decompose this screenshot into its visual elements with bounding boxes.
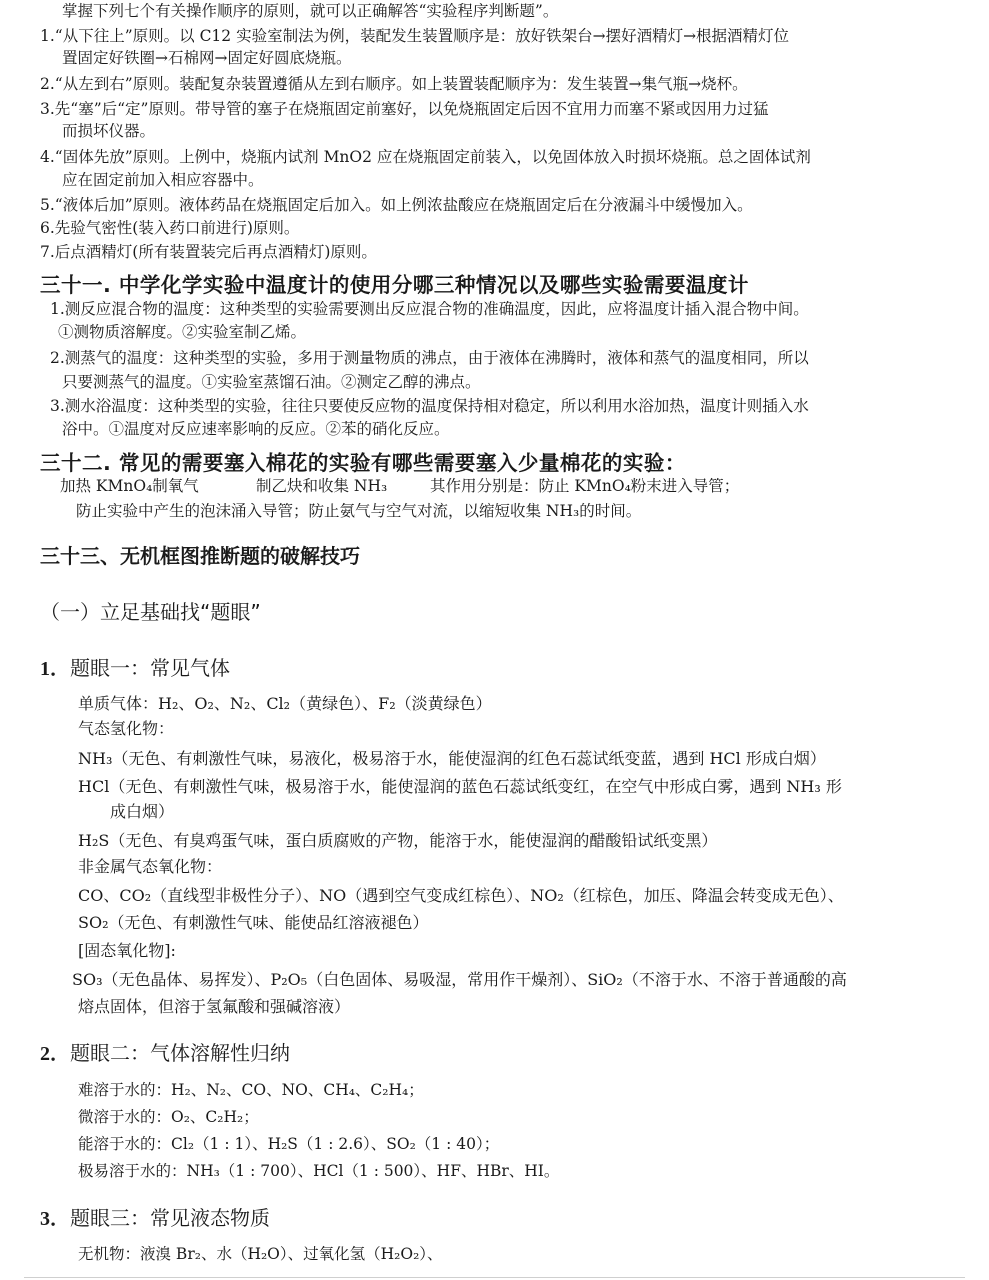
h2s-desc: H₂S（无色、有臭鸡蛋气味，蛋白质腐败的产物，能溶于水，能使湿润的醋酸铅试纸变黑） xyxy=(78,831,718,850)
temp-1-line-1: 1.测反应混合物的温度：这种类型的实验需要测出反应混合物的准确温度，因此，应将温度计插入混合物中间。 xyxy=(50,300,809,318)
temp-2-line-1: 2.测蒸气的温度：这种类型的实验，多用于测量物质的沸点，由于液体在沸腾时，液体和蒸气的温度相同，所以 xyxy=(50,349,809,367)
hcl-desc-1: HCl（无色、有刺激性气味，极易溶于水，能使湿润的蓝色石蕊试纸变红，在空气中形成白雾，遇到 NH₃ 形 xyxy=(78,777,842,796)
eye-2-title: 题眼二：气体溶解性归纳 xyxy=(70,1041,290,1065)
temp-3-line-2: 浴中。①温度对反应速率影响的反应。②苯的硝化反应。 xyxy=(62,420,450,438)
eye-3-heading xyxy=(40,1202,270,1231)
temp-1-line-2: ①测物质溶解度。②实验室制乙烯。 xyxy=(58,323,307,341)
rule-7: 7.后点酒精灯(所有装置装完后再点酒精灯)原则。 xyxy=(40,243,377,261)
solubility-very: 极易溶于水的：NH₃（1 : 700）、HCl（1 : 500）、HF、HBr、HI。 xyxy=(78,1162,560,1180)
so3-desc-2: 熔点固体，但溶于氢氟酸和强碱溶液） xyxy=(78,997,351,1016)
eye-2-heading xyxy=(40,1037,290,1066)
heading-32: 三十二. 常见的需要塞入棉花的实验有哪些需要塞入少量棉花的实验： xyxy=(40,451,686,475)
solubility-slight: 微溶于水的：O₂、C₂H₂； xyxy=(78,1108,259,1126)
heading-33: 三十三、无机框图推断题的破解技巧 xyxy=(40,544,360,568)
cotton-purpose-2: 防止实验中产生的泡沫涌入导管；防止氨气与空气对流，以缩短收集 NH₃的时间。 xyxy=(76,502,642,520)
liquid-inorganic: 无机物：液溴 Br₂、水（H₂O）、过氧化氢（H₂O₂）、 xyxy=(78,1245,443,1263)
rule-6: 6.先验气密性(装入药口前进行)原则。 xyxy=(40,219,300,237)
solubility-soluble: 能溶于水的：Cl₂（1 : 1）、H₂S（1 : 2.6）、SO₂（1 : 40）； xyxy=(78,1135,500,1153)
eye-1-number: 1． xyxy=(40,658,70,680)
intro-text: 掌握下列七个有关操作顺序的原则，就可以正确解答“实验程序判断题”。 xyxy=(62,2,559,20)
cotton-item-2: 制乙炔和收集 NH₃ xyxy=(256,477,388,495)
hydride-label: 气态氢化物： xyxy=(78,719,175,738)
rule-2: 2.“从左到右”原则。装配复杂装置遵循从左到右顺序。如上装置装配顺序为：发生装置→集气瓶→烧杯。 xyxy=(40,75,748,93)
page-bottom-border xyxy=(24,1277,965,1278)
rule-3-line-1: 3.先“塞”后“定”原则。带导管的塞子在烧瓶固定前塞好，以免烧瓶固定后因不宜用力而塞不紧或因用力过猛 xyxy=(40,100,769,118)
solubility-insoluble: 难溶于水的：H₂、N₂、CO、NO、CH₄、C₂H₄； xyxy=(78,1081,424,1099)
heading-31: 三十一. 中学化学实验中温度计的使用分哪三种情况以及哪些实验需要温度计 xyxy=(40,273,749,297)
temp-3-line-1: 3.测水浴温度：这种类型的实验，往往只要使反应物的温度保持相对稳定，所以利用水浴加热，温度计则插入水 xyxy=(50,397,809,415)
cotton-item-1: 加热 KMnO₄制氧气 xyxy=(60,477,199,495)
eye-1-title: 题眼一：常见气体 xyxy=(70,656,230,680)
eye-2-number: 2． xyxy=(40,1043,70,1065)
rule-5: 5.“液体后加”原则。液体药品在烧瓶固定后加入。如上例浓盐酸应在烧瓶固定后在分液漏斗中缓慢加入。 xyxy=(40,196,753,214)
eye-3-number: 3． xyxy=(40,1208,70,1230)
eye-1-heading xyxy=(40,652,230,681)
simple-gas: 单质气体：H₂、O₂、N₂、Cl₂（黄绿色）、F₂（淡黄绿色） xyxy=(78,694,492,713)
hcl-desc-2: 成白烟） xyxy=(110,802,175,821)
rule-1-line-1: 1.“从下往上”原则。以 C12 实验室制法为例，装配发生装置顺序是：放好铁架台→摆好酒精灯→根据酒精灯位 xyxy=(40,27,790,45)
rule-4-line-1: 4.“固体先放”原则。上例中，烧瓶内试剂 MnO2 应在烧瓶固定前装入，以免固体放入时损坏烧瓶。总之固体试剂 xyxy=(40,148,811,166)
so3-desc-1: SO₃（无色晶体、易挥发）、P₂O₅（白色固体、易吸湿，常用作干燥剂）、SiO₂（不溶于水、不溶于普通酸的高 xyxy=(72,970,847,989)
eye-3-title: 题眼三：常见液态物质 xyxy=(70,1206,270,1230)
so2-desc: SO₂（无色、有刺激性气味、能使品红溶液褪色） xyxy=(78,913,429,932)
solid-oxide-label: [固态氧化物]: xyxy=(78,941,176,960)
rule-1-line-2: 置固定好铁圈→石棉网→固定好圆底烧瓶。 xyxy=(62,49,352,67)
rule-3-line-2: 而损坏仪器。 xyxy=(62,122,156,140)
subsection-1: （一）立足基础找“题眼” xyxy=(40,600,261,624)
temp-2-line-2: 只要测蒸气的温度。①实验室蒸馏石油。②测定乙醇的沸点。 xyxy=(62,373,481,391)
co-desc: CO、CO₂（直线型非极性分子）、NO（遇到空气变成红棕色）、NO₂（红棕色，加压、降温会转变成无色）、 xyxy=(78,886,844,905)
oxide-label: 非金属气态氧化物： xyxy=(78,857,223,876)
rule-4-line-2: 应在固定前加入相应容器中。 xyxy=(62,171,264,189)
cotton-purpose-1: 其作用分别是：防止 KMnO₄粉末进入导管； xyxy=(430,477,740,495)
nh3-desc: NH₃（无色、有刺激性气味，易液化，极易溶于水，能使湿润的红色石蕊试纸变蓝，遇到 HCl 形成白烟） xyxy=(78,749,826,768)
